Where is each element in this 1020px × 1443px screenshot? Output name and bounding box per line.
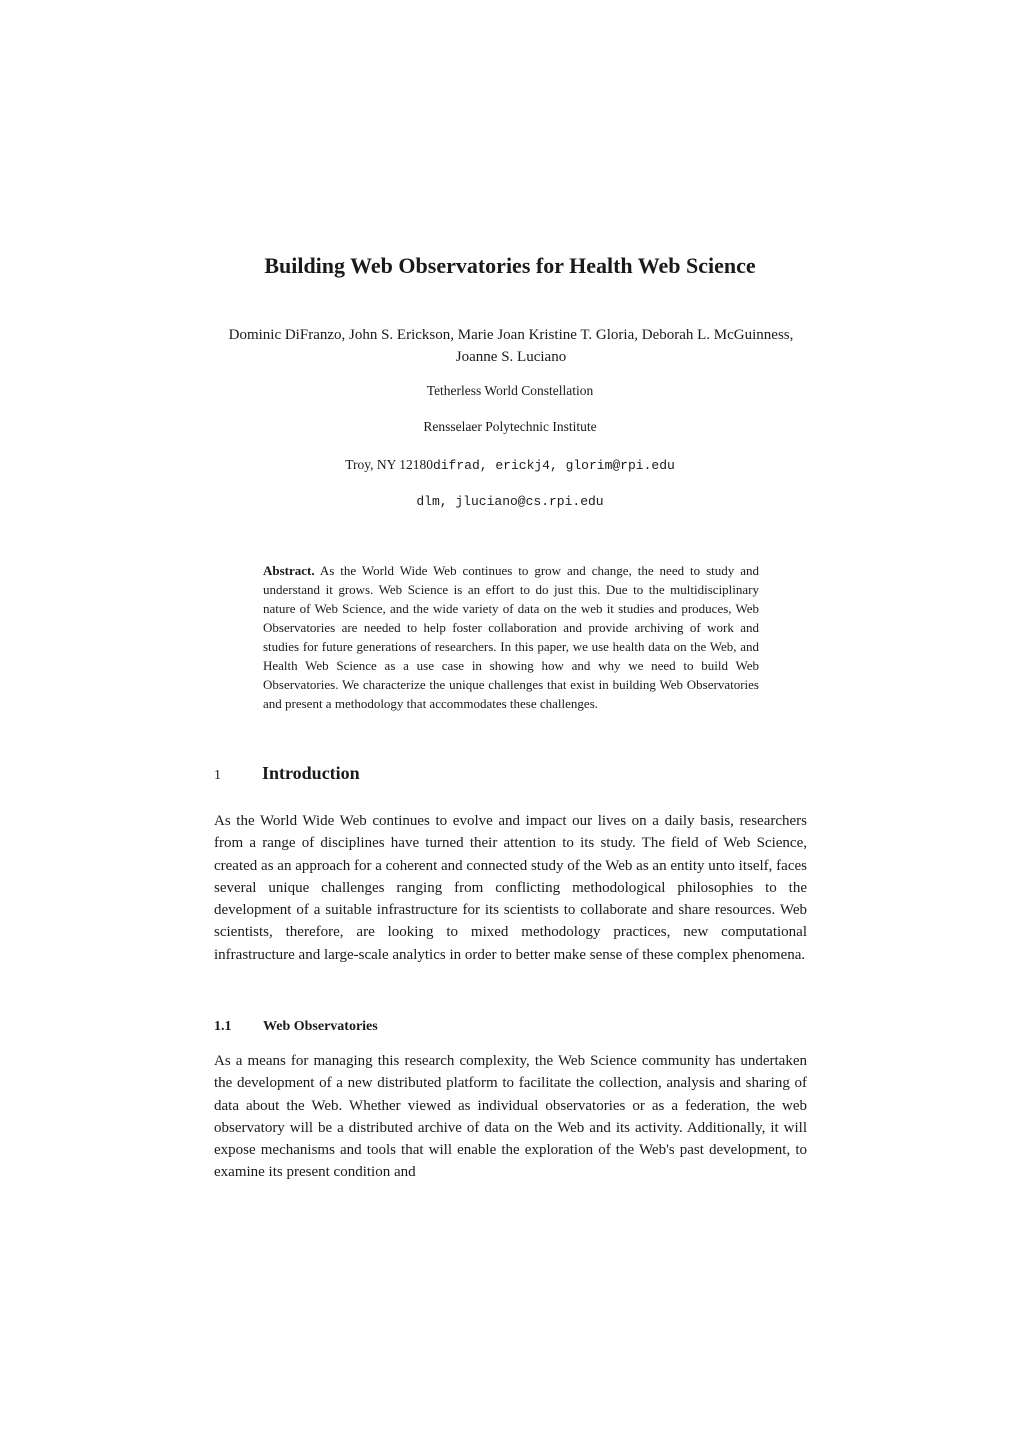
affiliation-organization: Tetherless World Constellation [426, 383, 594, 398]
subsection-heading-web-observatories [214, 1017, 378, 1037]
author-emails-rpi: difrad, erickj4, glorim@rpi.edu [432, 458, 675, 473]
affiliation-institute: Rensselaer Polytechnic Institute [423, 419, 597, 434]
paper-title: Building Web Observatories for Health Web Science [264, 253, 756, 278]
abstract-text: As the World Wide Web continues to grow and change, the need to study and understand it grows. Web Science is an effort to do just this. Due to the multidisciplinary nature of Web Science, and the wide variety of data on the web it studies and produces, Web Observatories are needed to help foster collaboration and provide archiving of work and studies for future generations of researchers. In this paper, we use health data on the Web, and Health Web Science as a use case in showing how and why we need to build Web Observatories. We characterize the unique challenges that exist in building Web Observatories and present a methodology that accommodates these challenges. [263, 563, 759, 711]
section-title: Introduction [262, 763, 360, 783]
subsection-title: Web Observatories [263, 1019, 378, 1034]
affiliation-address-line [0, 456, 1020, 475]
abstract-label: Abstract. [263, 563, 315, 578]
section-heading-introduction [214, 761, 360, 788]
subsection-number: 1.1 [214, 1019, 232, 1034]
section-number: 1 [214, 768, 221, 783]
web-observatories-paragraph: As a means for managing this research complexity, the Web Science community has undertaken the development of a new distributed platform to facilitate the collection, analysis and sharing of data about the Web. Whether viewed as individual observatories or as a federation, the web observatory will be a distributed archive of data on the Web and its activity. Additionally, it will expose mechanisms and tools that will enable the exploration of the Web's past development, to examine its present condition and [214, 1053, 807, 1181]
author-emails-cs: dlm, jluciano@cs.rpi.edu [416, 494, 604, 509]
affiliation-address: Troy, NY 12180 [345, 457, 433, 472]
introduction-paragraph: As the World Wide Web continues to evolve and impact our lives on a daily basis, researchers from a range of disciplines have turned their attention to its study. The field of Web Science, created as an approach for a coherent and connected study of the Web as an entity unto itself, faces several unique challenges ranging from conflicting methodological philosophies to the development of a suitable infrastructure for its scientists to collaborate and share resources. Web scientists, therefore, are looking to mixed methodology practices, new computational infrastructure and large-scale analytics in order to better make sense of these complex phenomena. [214, 813, 807, 963]
abstract [263, 561, 759, 713]
author-list: Dominic DiFranzo, John S. Erickson, Marie Joan Kristine T. Gloria, Deborah L. McGuinness, Joanne S. Luciano [228, 327, 794, 365]
